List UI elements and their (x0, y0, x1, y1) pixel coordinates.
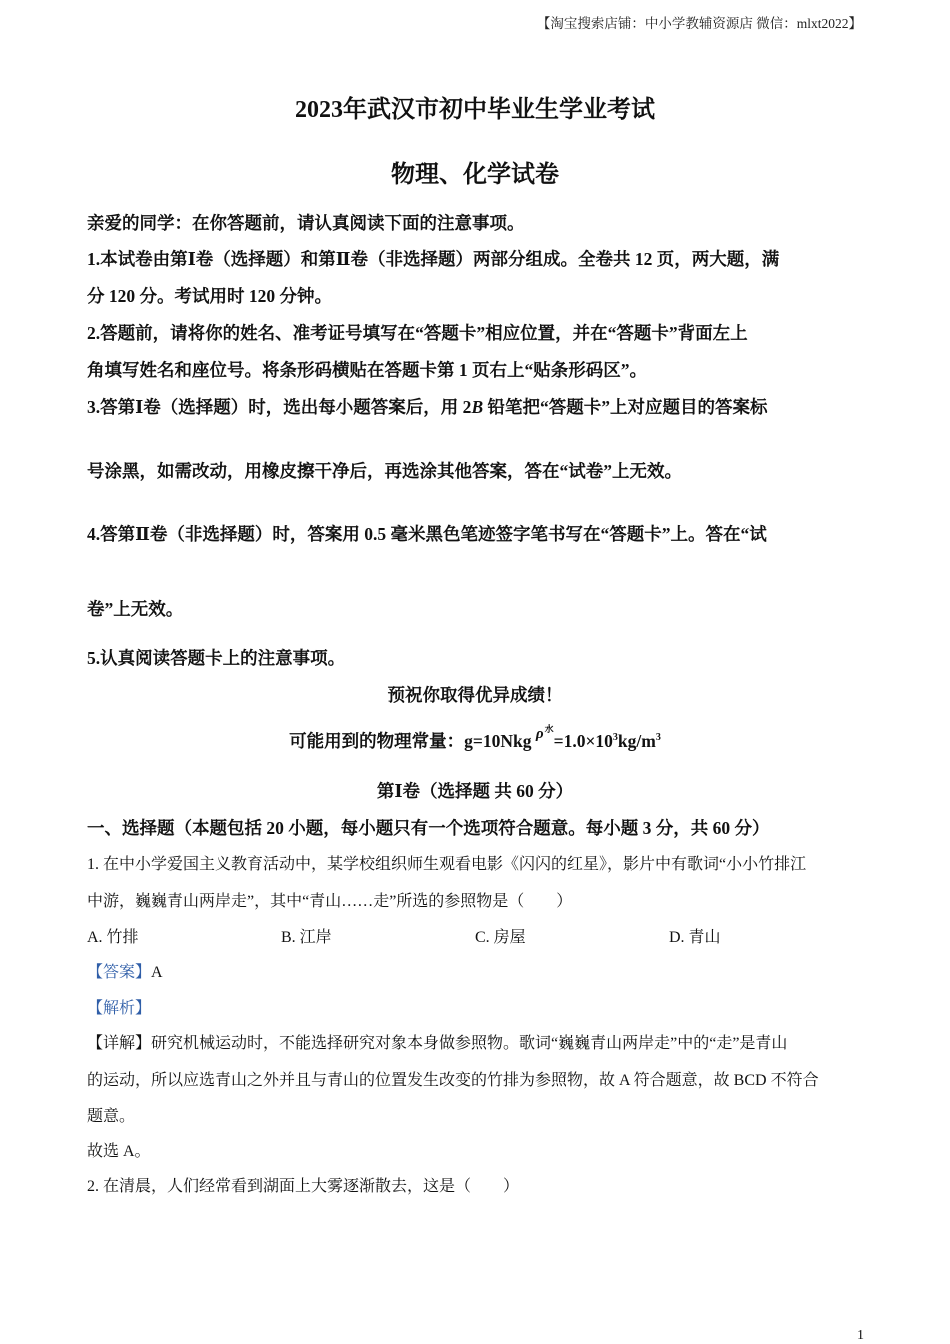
page-number: 1 (857, 1328, 864, 1343)
density-exponent: 3 (612, 732, 618, 744)
part-one-heading: 一、选择题（本题包括 20 小题，每小题只有一个选项符合题意。每小题 3 分，共 60 分） (87, 818, 770, 838)
exam-title: 2023年武汉市初中毕业生学业考试 (295, 97, 655, 123)
section-title: 第Ⅰ卷（选择题 共 60 分） (376, 781, 574, 801)
notice-item2-line1: 2.答题前，请将你的姓名、准考证号填写在“答题卡”相应位置，并在“答题卡”背面左上 (87, 323, 748, 343)
notice-item3-line2: 号涂黑，如需改动，用橡皮擦干净后，再选涂其他答案，答在“试卷”上无效。 (87, 461, 682, 481)
wish-text: 预祝你取得优异成绩！ (387, 685, 563, 705)
q1-conclusion: 故选 A。 (87, 1143, 151, 1160)
notice-item2-line2: 角填写姓名和座位号。将条形码横贴在答题卡第 1 页右上“贴条形码区”。 (87, 360, 647, 380)
notice-intro: 亲爱的同学：在你答题前，请认真阅读下面的注意事项。 (87, 213, 525, 233)
q2-line1: 2. 在清晨，人们经常看到湖面上大雾逐渐散去，这是（ ） (87, 1178, 520, 1195)
answer-tag: 【答案】 (87, 964, 152, 981)
q1-option-a: A. 竹排 (87, 929, 139, 946)
notice-item3-line1 (87, 394, 768, 419)
exam-subtitle: 物理、化学试卷 (391, 162, 559, 188)
constants-label: 可能用到的物理常量：g=10Nkg (289, 731, 532, 751)
detail-tag: 【详解】 (87, 1035, 152, 1052)
q1-option-d: D. 青山 (669, 929, 721, 946)
q1-option-c: C. 房屋 (475, 929, 526, 946)
q1-detail-line1 (87, 1030, 787, 1053)
notice-item4-line1: 4.答第Ⅱ卷（非选择题）时，答案用 0.5 毫米黑色笔迹签字笔书写在“答题卡”上。答在“试 (87, 524, 767, 544)
rho-symbol: $\rho^水$ (535, 724, 554, 742)
q1-detail-line2: 的运动，所以应选青山之外并且与青山的位置发生改变的竹排为参照物，故 A 符合题意，故 BCD 不符合 (87, 1072, 819, 1089)
density-unit: kg/m (617, 731, 656, 751)
q1-option-b: B. 江岸 (281, 929, 332, 946)
notice-item3-part-c: 铅笔把“答题卡”上对应题目的答案标 (483, 397, 768, 417)
notice-item3-pencil-grade: B (471, 397, 484, 417)
q1-answer (87, 959, 163, 982)
notice-item1-line2: 分 120 分。考试用时 120 分钟。 (87, 286, 332, 306)
notice-item1-line1: 1.本试卷由第Ⅰ卷（选择题）和第Ⅱ卷（非选择题）两部分组成。全卷共 12 页，两大题，满 (87, 249, 780, 269)
notice-item4-line2: 卷”上无效。 (87, 599, 184, 619)
header-note: 【淘宝搜索店铺：中小学教辅资源店 微信：mlxt2022】 (536, 16, 862, 31)
density-value: =1.0×10 (553, 731, 613, 751)
physics-constants (0, 724, 950, 753)
notice-item3-part-a: 3.答第Ⅰ卷（选择题）时，选出每小题答案后，用 2 (87, 397, 472, 417)
analysis-tag: 【解析】 (87, 1000, 152, 1017)
answer-value: A (151, 964, 163, 981)
detail-text: 研究机械运动时，不能选择研究对象本身做参照物。歌词“巍巍青山两岸走”中的“走”是青山 (151, 1035, 788, 1052)
density-unit-exponent: 3 (655, 732, 661, 744)
q1-detail-line3: 题意。 (87, 1108, 136, 1125)
q1-line2: 中游，巍巍青山两岸走”，其中“青山……走”所选的参照物是（ ） (87, 893, 573, 910)
rho-subscript: 水 (544, 724, 554, 734)
notice-item5: 5.认真阅读答题卡上的注意事项。 (87, 648, 346, 668)
q1-line1: 1. 在中小学爱国主义教育活动中，某学校组织师生观看电影《闪闪的红星》，影片中有歌词“小小竹排江 (87, 856, 807, 873)
